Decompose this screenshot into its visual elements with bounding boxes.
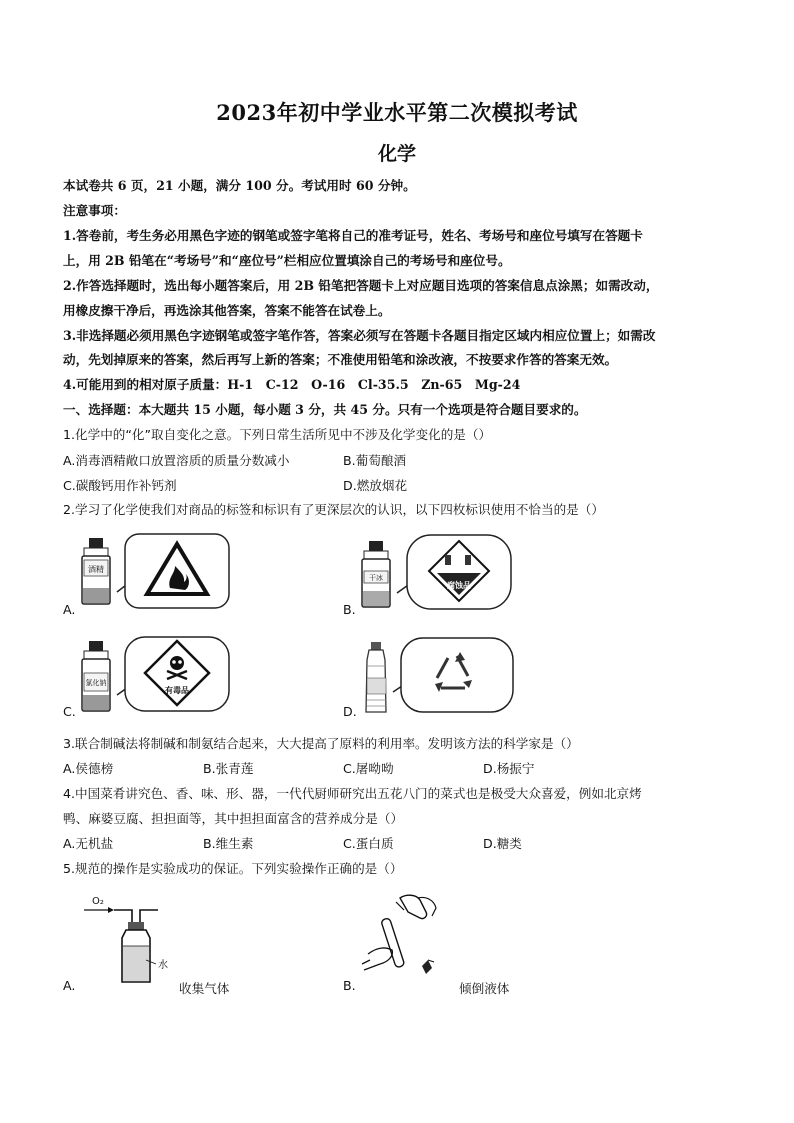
q5-a-gas-label: O₂ bbox=[92, 896, 104, 907]
q4-stem: 4.中国菜肴讲究色、香、味、形、器，一代代厨师研究出五花八门的菜式也是极受大众喜爱，例如北京烤 bbox=[63, 786, 642, 801]
notice-heading: 注意事项： bbox=[63, 203, 126, 218]
q2-option-d: D. bbox=[343, 704, 357, 719]
q1-stem: 1.化学中的“化”取自变化之意。下列日常生活所见中不涉及化学变化的是（） bbox=[63, 427, 492, 442]
q2-b-sign-label: 腐蚀品 bbox=[447, 581, 471, 590]
q3-option-b: B.张青莲 bbox=[203, 761, 254, 776]
subject-title: 化学 bbox=[377, 143, 416, 165]
q2-c-bottle-label: 氯化钠 bbox=[85, 679, 107, 687]
q2-b-bottle-label: 干冰 bbox=[369, 574, 383, 582]
skull-icon bbox=[170, 656, 184, 670]
notice-item-2: 2.作答选择题时，选出每小题答案后，用 2B 铅笔把答题卡上对应题目选项的答案信息点涂黑；如需改动， bbox=[63, 278, 659, 293]
q5-stem: 5.规范的操作是实验成功的保证。下列实验操作正确的是（） bbox=[63, 861, 403, 876]
q1-option-d: D.燃放烟花 bbox=[343, 478, 408, 493]
q3-option-c: C.屠呦呦 bbox=[343, 761, 394, 776]
q2-option-b-image bbox=[355, 533, 515, 613]
q2-option-a-image bbox=[75, 530, 235, 610]
q4-option-c: C.蛋白质 bbox=[343, 836, 394, 851]
q5-b-caption: 倾倒液体 bbox=[459, 981, 510, 996]
notice-item-1: 1.答卷前，考生务必用黑色字迹的钢笔或签字笔将自己的准考证号，姓名、考场号和座位号填写在答题卡 bbox=[63, 228, 643, 243]
exam-title: 2023年初中学业水平第二次模拟考试 bbox=[216, 100, 578, 125]
q5-a-water-label: 水 bbox=[158, 960, 168, 971]
q1-option-c: C.碳酸钙用作补钙剂 bbox=[63, 478, 177, 493]
q4-option-b: B.维生素 bbox=[203, 836, 254, 851]
exam-intro: 本试卷共 6 页，21 小题，满分 100 分。考试用时 60 分钟。 bbox=[63, 178, 416, 193]
q2-option-a: A. bbox=[63, 602, 76, 617]
q5-option-a-image bbox=[80, 888, 190, 988]
q3-stem: 3.联合制碱法将制碱和制氨结合起来，大大提高了原料的利用率。发明该方法的科学家是（） bbox=[63, 736, 579, 751]
q3-option-a: A.侯德榜 bbox=[63, 761, 114, 776]
notice-item-1-cont: 上，用 2B 铅笔在“考场号”和“座位号”栏相应位置填涂自己的考场号和座位号。 bbox=[63, 253, 511, 268]
q2-stem: 2.学习了化学使我们对商品的标签和标识有了更深层次的认识，以下四枚标识使用不恰当的是（） bbox=[63, 502, 604, 517]
q2-option-d-image bbox=[355, 636, 515, 716]
notice-item-3: 3.非选择题必须用黑色字迹钢笔或签字笔作答，答案必须写在答题卡各题目指定区域内相应位置上；如需改 bbox=[63, 328, 656, 343]
q5-a-caption: 收集气体 bbox=[179, 981, 230, 996]
q4-option-a: A.无机盐 bbox=[63, 836, 114, 851]
notice-item-4: 4.可能用到的相对原子质量：H-1 C-12 O-16 Cl-35.5 Zn-65 Mg-24 bbox=[63, 377, 521, 392]
q2-option-c-image bbox=[75, 635, 235, 715]
q2-option-b: B. bbox=[343, 602, 356, 617]
q2-a-bottle-label: 酒精 bbox=[88, 565, 104, 574]
q3-option-d: D.杨振宁 bbox=[483, 761, 535, 776]
q2-option-c: C. bbox=[63, 704, 76, 719]
q2-c-sign-label: 有毒品 bbox=[165, 686, 189, 695]
q1-option-b: B.葡萄酿酒 bbox=[343, 453, 407, 468]
q4-stem-cont: 鸭、麻婆豆腐、担担面等，其中担担面富含的营养成分是（） bbox=[63, 811, 404, 826]
q5-option-b-image bbox=[358, 890, 458, 990]
q4-option-d: D.糖类 bbox=[483, 836, 522, 851]
q5-option-b: B. bbox=[343, 978, 356, 993]
q5-option-a: A. bbox=[63, 978, 76, 993]
q1-option-a: A.消毒酒精敞口放置溶质的质量分数减小 bbox=[63, 453, 290, 468]
section-heading: 一、选择题：本大题共 15 小题，每小题 3 分，共 45 分。只有一个选项是符合题目要求的。 bbox=[63, 402, 587, 417]
notice-item-2-cont: 用橡皮擦干净后，再选涂其他答案，答案不能答在试卷上。 bbox=[63, 303, 391, 318]
notice-item-3-cont: 动，先划掉原来的答案，然后再写上新的答案；不准使用铅笔和涂改液，不按要求作答的答案无效。 bbox=[63, 352, 618, 367]
